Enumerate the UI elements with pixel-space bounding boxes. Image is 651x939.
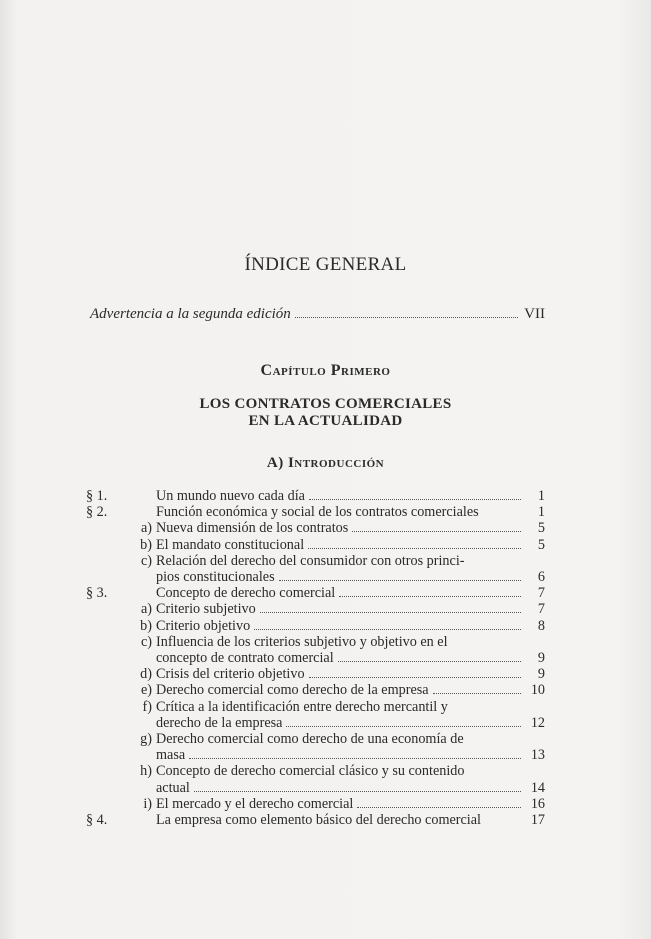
chapter-title-line2: EN LA ACTUALIDAD (248, 413, 403, 429)
toc-entry-page: 1 (537, 504, 545, 521)
toc-entry (86, 731, 545, 747)
toc-entry (86, 796, 545, 812)
toc-entry (86, 585, 545, 601)
toc-entry-letter: b) (140, 617, 152, 634)
leader-dots (339, 596, 521, 597)
toc-entry-letter: a) (140, 601, 152, 618)
leader-dots (308, 548, 521, 549)
toc-entry-text: Influencia de los criterios subjetivo y objetivo en el (156, 633, 448, 650)
toc-entry (86, 537, 545, 553)
toc-entry-text: Criterio objetivo (156, 617, 251, 634)
toc-entry-page: 9 (537, 650, 545, 667)
leader-dots (433, 693, 521, 694)
toc-entry-text: Derecho comercial como derecho de la empresa (156, 682, 429, 699)
toc-entry-letter: i) (143, 795, 152, 812)
leader-dots (357, 807, 521, 808)
chapter-prefix: Capítulo (260, 362, 327, 379)
toc-entry-text: Relación del derecho del consumidor con otros princi- (156, 552, 465, 569)
toc-entry-text: El mandato constitucional (156, 536, 305, 553)
toc-entry-text: actual (156, 779, 190, 796)
toc-entry-letter: e) (140, 682, 152, 699)
toc-entry (86, 715, 545, 731)
advertencia-page: VII (524, 306, 545, 322)
toc-entry-text: Concepto de derecho comercial clásico y su contenido (156, 763, 465, 780)
toc-entry-text: concepto de contrato comercial (156, 650, 334, 667)
toc-entry-text: masa (156, 747, 186, 764)
leader-dots (254, 629, 521, 630)
toc-entry-page: 17 (530, 812, 545, 829)
toc-entry-page: 13 (530, 747, 545, 764)
toc-entry-page: 16 (530, 795, 545, 812)
toc-entry-text: El mercado y el derecho comercial (156, 795, 354, 812)
toc-entry (86, 666, 545, 682)
toc-entry-page: 14 (530, 779, 545, 796)
toc-entry-letter: h) (140, 763, 152, 780)
leader-dots (309, 499, 521, 500)
toc-entry-letter: f) (142, 698, 152, 715)
toc-entry-letter: g) (140, 731, 152, 748)
toc-entry-page: 5 (537, 520, 545, 537)
leader-dots (309, 677, 521, 678)
leader-dots (286, 726, 521, 727)
toc-entry-page: 9 (537, 666, 545, 683)
leader-dots (194, 791, 521, 792)
toc-entry-text: Criterio subjetivo (156, 601, 256, 618)
toc-entry (86, 504, 545, 520)
toc-entry-number: § 2. (86, 504, 108, 521)
toc-entry (86, 634, 545, 650)
toc-entry (86, 553, 545, 569)
toc-entry (86, 747, 545, 763)
toc-entry (86, 780, 545, 796)
leader-dots (279, 580, 521, 581)
toc-entry-number: § 1. (86, 488, 108, 504)
toc-entry (86, 618, 545, 634)
chapter-title (0, 396, 651, 430)
leader-dots (338, 661, 521, 662)
toc-entry (86, 812, 545, 828)
toc-entry-advertencia (90, 306, 545, 323)
toc-entry-text: Crisis del criterio objetivo (156, 666, 305, 683)
toc-entry (86, 520, 545, 536)
toc-entry-page: 7 (537, 585, 545, 602)
section-letter: A) (266, 455, 284, 471)
toc-entry (86, 488, 545, 504)
toc-entry-letter: c) (140, 633, 152, 650)
toc-entry (86, 650, 545, 666)
section-heading (0, 455, 651, 472)
section-name: Introducción (287, 455, 385, 471)
toc-entry-number: § 3. (86, 585, 108, 602)
toc-entry-page: 12 (530, 714, 545, 731)
leader-dots (189, 758, 521, 759)
toc-entry-text: Crítica a la identificación entre derecho mercantil y (156, 698, 448, 715)
toc-entry-text: pios constitucionales (156, 569, 275, 586)
toc-entry-text: Derecho comercial como derecho de una economía de (156, 731, 464, 748)
toc-entry-page: 10 (530, 682, 545, 699)
toc-entry-page: 5 (537, 536, 545, 553)
chapter-title-line1: LOS CONTRATOS COMERCIALES (199, 396, 452, 412)
toc-entry (86, 763, 545, 779)
toc-entry-letter: a) (140, 520, 152, 537)
leader-dots (295, 317, 518, 318)
toc-entry (86, 699, 545, 715)
page-title: ÍNDICE GENERAL (244, 254, 407, 275)
toc-entry-text: Concepto de derecho comercial (156, 585, 336, 602)
toc-entry-text: Función económica y social de los contratos comerciales (156, 504, 479, 521)
toc-entry-letter: b) (140, 536, 152, 553)
leader-dots (352, 531, 521, 532)
chapter-heading (0, 362, 651, 380)
toc-entry-text: La empresa como elemento básico del derecho comercial (156, 812, 481, 829)
toc-entry-page: 1 (537, 488, 545, 504)
toc-entry-text: Un mundo nuevo cada día (156, 488, 305, 504)
chapter-ordinal: Primero (330, 362, 391, 379)
toc-entry (86, 569, 545, 585)
toc-entry-letter: d) (140, 666, 152, 683)
toc-entry-text: derecho de la empresa (156, 714, 283, 731)
toc-entry-page: 8 (537, 617, 545, 634)
toc-entry-page: 7 (537, 601, 545, 618)
toc-entry-letter: c) (140, 552, 152, 569)
toc-entry-number: § 4. (86, 812, 108, 829)
toc-entry (86, 601, 545, 617)
toc-entry-text: Nueva dimensión de los contratos (156, 520, 349, 537)
table-of-contents (86, 488, 545, 828)
leader-dots (260, 612, 521, 613)
toc-entry (86, 682, 545, 698)
toc-entry-page: 6 (537, 569, 545, 586)
advertencia-label: Advertencia a la segunda edición (90, 306, 291, 322)
